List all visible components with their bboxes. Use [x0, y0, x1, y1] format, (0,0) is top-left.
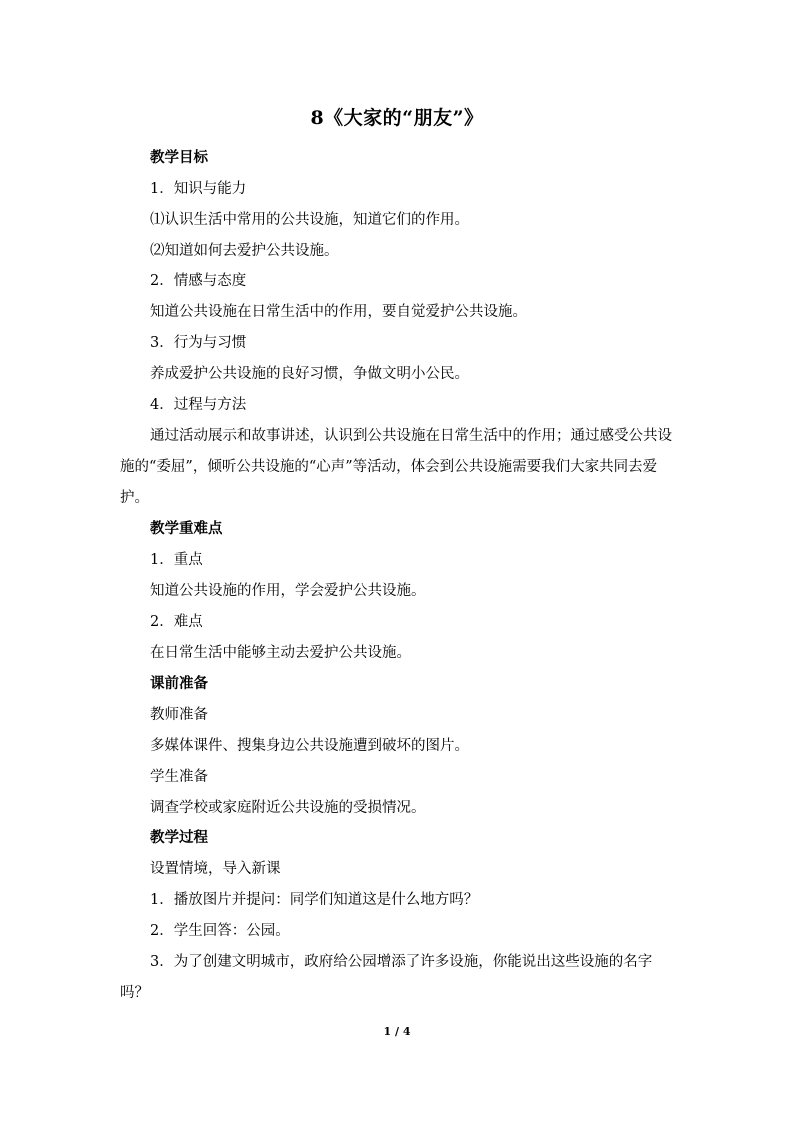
section-heading-keypoints: 教学重难点 — [150, 521, 223, 537]
paragraph-line: 在日常生活中能够主动去爱护公共设施。 — [150, 645, 411, 661]
paragraph-line: 知道公共设施的作用，学会爱护公共设施。 — [150, 583, 426, 599]
paragraph-line: ⑵知道如何去爱护公共设施。 — [150, 243, 339, 259]
paragraph-line: 知道公共设施在日常生活中的作用，要自觉爱护公共设施。 — [150, 304, 527, 320]
section-heading-process: 教学过程 — [150, 830, 208, 846]
subheading-teacher: 教师准备 — [150, 707, 208, 723]
section-heading-preparation: 课前准备 — [150, 676, 208, 692]
paragraph-line: 多媒体课件、搜集身边公共设施遭到破坏的图片。 — [150, 738, 469, 754]
paragraph-process: 通过活动展示和故事讲述，认识到公共设施在日常生活中的作用；通过感受公共设施的“委屈”，倾听公共设施的“心声”等活动，体会到公共设施需要我们大家共同去爱护。 — [120, 428, 672, 506]
paragraph-line: 1．播放图片并提问：同学们知道这是什么地方吗？ — [150, 892, 479, 908]
section-heading-objectives: 教学目标 — [150, 150, 208, 166]
paragraph-line: 养成爱护公共设施的良好习惯，争做文明小公民。 — [150, 366, 469, 382]
subheading-difficulty: 2．难点 — [150, 614, 203, 630]
paragraph-line: 调查学校或家庭附近公共设施的受损情况。 — [150, 800, 426, 816]
page-number: 1 / 4 — [383, 1025, 411, 1038]
document-title: 8《大家的“朋友”》 — [310, 107, 484, 129]
subheading-intro: 设置情境，导入新课 — [150, 861, 281, 877]
subheading-knowledge: 1．知识与能力 — [150, 181, 247, 197]
subheading-student: 学生准备 — [150, 769, 208, 785]
paragraph-line: ⑴认识生活中常用的公共设施，知道它们的作用。 — [150, 212, 469, 228]
subheading-key: 1．重点 — [150, 552, 203, 568]
paragraph-question: 3．为了创建文明城市，政府给公园增添了许多设施，你能说出这些设施的名字吗？ — [120, 954, 653, 1001]
subheading-behavior: 3．行为与习惯 — [150, 335, 247, 351]
subheading-process: 4．过程与方法 — [150, 397, 247, 413]
paragraph-line: 2．学生回答：公园。 — [150, 923, 290, 939]
subheading-emotion: 2．情感与态度 — [150, 273, 247, 289]
